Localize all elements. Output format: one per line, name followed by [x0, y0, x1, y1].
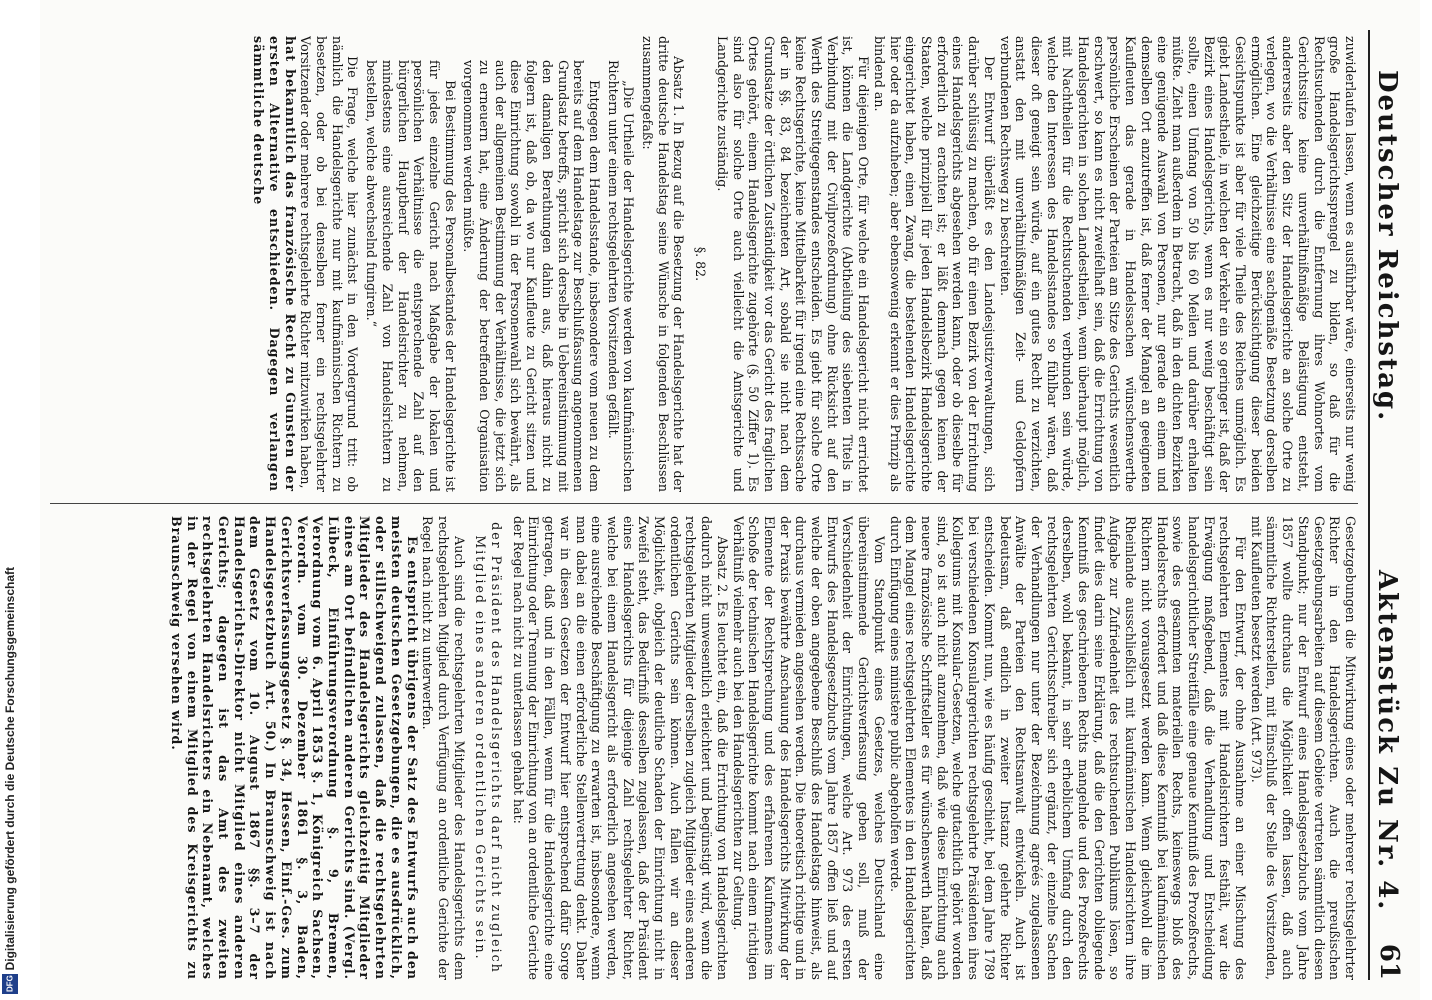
paragraph: zuwiderlaufen lassen, wenn es ausführbar wäre, einerseits nur wenig große Handelsgerichtssprengel zu bilden, so daß für die Rechtsuchenden durch die Entfernung ihres Wohnortes vom Gerichtssitze keine unverhältnißmäßige Belästigung entsteht, andererseits aber den Sitz der Handelsgerichte an solche Orte zu verlegen, wo die Verhältnisse eine sachgemäße Besetzung derselben ermöglichen. Eine gleichzeitige Berücksichtigung dieser beiden Gesichtspunkte ist aber für viele Theile des Reiches unmöglich. Es giebt Landestheile, in welchen der Verkehr ein so geringer ist, daß der Bezirk eines Handelsgerichts, wenn es nur wenig beschäftigt sein sollte, einen Umfang von 50 bis 60 Meilen und darüber erhalten müßte. Zieht man außerdem in Betracht, daß in den dichten Bezirken eine genügende Auswahl von Personen, nur gerade an einem und demselben Ort anzutreffen ist, daß ferner der Mangel an geeigneten Kaufleuten das gerade in Handelssachen wünschenswerthe persönliche Erscheinen der Parteien am Sitze des Gerichts wesentlich erschwert, so kann es nicht zweifelhaft sein, daß die Errichtung von Handelsgerichten in solchen Landestheilen, wenn überhaupt möglich, mit Nachtheilen für die Rechtsuchenden verbunden sein würde, welche den Interessen des Handelsstandes so fühlbar wären, daß dieser oft geneigt sein würde, auf ein gutes Recht zu verzichten, anstatt den mit unverhältnißmäßigen Zeit- und Geldopfern verbundenen Rechtsweg zu beschreiten. — [997, 36, 1358, 492]
paragraph: Auch sind die rechtsgelehrten Mitglieder des Handelsgerichts dem rechtsgelehrten Mitglied durch Verfügung an ordentliche Gerichte der Regel nach nicht zu unterwerfen. — [420, 516, 467, 980]
section-heading: §. 82. — [693, 246, 709, 282]
paragraph: Gesetzgebungen die Mitwirkung eines oder mehrerer rechtsgelehrter Richter in den Handelsgerichten. Auch die preußischen Gesetzgebungsarbeiten auf diesem Gebiete vertreten sämmtlich diesen Standpunkt; nur der Entwurf eines Handelsgesetzbuchs vom Jahre 1857 wollte durchaus die Möglichkeit offen lassen, daß auch sämmtliche Richterstellen, mit Einschluß der Stelle des Vorsitzenden, mit Kaufleuten besetzt werden (Art. 973). — [1248, 516, 1358, 980]
paragraph: Absatz 1. In Bezug auf die Besetzung der Handelsgerichte hat der dritte deutsche Handelstag seine Wünsche in folgenden Beschlüssen zusammengefaßt: — [640, 36, 687, 492]
quote-paragraph: Entgegen dem Handelsstande, insbesondere vom neuen zu dem bereits auf dem Handelstage zur Beschlußfassung angenommenen Grundsatz betreffs, spricht sich derselbe in Uebereinstimmung mit den damaligen Berathungen dahin aus, daß hieraus nicht zu folgern ist, daß ob, da wo nur Kaufleute zu Gericht sitzen und diese Einrichtung sowohl in der Personenwahl sich bewährt, als auch der allgemeinen Bestimmung der Verhältnisse, die jetzt sich zu erneuern hat, eine Änderung der betreffenden Organisation vorgenommen werden müßte. — [461, 60, 602, 492]
credit-text: Digitalisierung gefördert durch die Deutsche Forschungsgemeinschaft — [3, 566, 17, 970]
page-number: 61 — [1374, 943, 1404, 980]
column-divider — [50, 503, 1358, 504]
quote-paragraph: „Die Urtheile der Handelsgerichte werden von kaufmännischen Richtern unter einem rechtsgelehrten Vorsitzenden gefällt. — [605, 60, 637, 492]
page-header — [1368, 30, 1406, 980]
paragraph: Absatz 2. Es leuchtet ein, daß die Errichtung von Handelsgerichten dadurch nicht unwesentlich erleichtert und begünstigt wird, wenn die rechtsgelehrten Mitglieder derselben zugleich Mitglieder eines anderen ordentlichen Gerichts sein können. Auch fallen wir an dieser Möglichkeit, obgleich der deutliche Schaden der Einrichtung nicht in Zweifel steht, das Bedürfniß desselben zugelassen, daß der Präsident eines Handelsgerichts für diejenige Zahl rechtsgelehrter Richter, welche bei einem Handelsgericht als erforderlich angesehen werden, eine ausreichende Beschäftigung zu erwarten ist, insbesondere, wenn man dabei an die einen erforderliche Stellenvertretung denkt. Daher war in diesen Gesetzen der Entwurf hier entsprechend dafür Sorge getragen, daß und in den Fällen, wenn für die Handelsgerichte eine Einrichtung oder Trennung der Einrichtung von an ordentliche Gerichte der Regel nach nicht zu unterlassen gehabt hat: — [510, 516, 730, 980]
scanned-page — [40, 0, 1420, 1000]
paragraph: Der Entwurf überläßt es den Landesjustizverwaltungen, sich darüber schlüssig zu machen, ob für einen Bezirk von der Errichtung eines Handelsgerichts abgesehen werden kann, oder ob dieselbe für erforderlich zu erachten ist; er läßt demnach gegen keinen der Staaten, welche prinzipiell für jeden Handelsbezirk Handelsgerichte eingerichtet haben, einen Zwang, die bestehenden Handelsgerichte hier oder da aufzuheben; aber ebensowenig erkennt er dies Prinzip als bindend an. — [871, 36, 997, 492]
quote-paragraph: Bei Bestimmung des Personalbestandes der Handelsgerichte ist für jedes einzelne Gericht nach Maßgabe der lokalen und persönlichen Verhältnisse die entsprechende Zahl auf den bürgerlichen Hauptberuf der Handelsrichter zu nehmen, mindestens eine ausreichende Zahl von Handelsrichtern zu bestellen, welche abwechselnd fungiren.“ — [364, 60, 458, 492]
left-column — [50, 36, 1358, 492]
header-left-title: Deutscher Reichstag. — [1372, 70, 1402, 423]
centered-rule: der Präsident des Handelsgerichts darf nicht zugleich Mitglied eines anderen ordentlichen Gerichts sein. — [473, 522, 505, 974]
credit-strip — [0, 0, 20, 1000]
paragraph-emphasis: hat bekanntlich das französische Recht zu Gunsten der ersten Alternative entschieden. Dagegen verlangen sämmtliche deutsche — [251, 36, 298, 492]
paragraph: Vom Standpunkt eines Gesetzes, welches Deutschland eine übereinstimmende Gerichtsverfassung geben soll, muß der Verschiedenheit der Einrichtungen, welche Art. 973 des ersten Entwurfs des Handelsgesetzbuchs vom Jahre 1857 offen ließ und auf welche der oben angegebene Beschluß des Handelstags hinweist, als durchaus vermieden angesehen werden. Die theoretisch richtige und in der Praxis bewährte Anschauung des Handelsgerichts Mitwirkung der Elemente der Rechtsprechung und des erfahrenen Kaufmannes im Schoße der technischen Handelsgerichte kommt nach einem richtigen Verhältniß vielmehr auch bei den Handelsgerichten zur Geltung. — [730, 516, 887, 980]
right-column — [50, 516, 1358, 980]
header-right-title: Aktenstück Zu Nr. 4. — [1372, 570, 1402, 912]
dfg-logo: DFG — [2, 974, 18, 994]
paragraph: Für den Entwurf, der ohne Ausnahme an einer Mischung des rechtsgelehrten Elementes mit Handelsrichtern festhält, war die Erwägung maßgebend, daß die Verhandlung und Entscheidung handelsgerichtlicher Streitfälle eine genaue Kenntniß des Prozeßrechts, sowie des gesammten materiellen Rechts, keineswegs bloß des Handelsrechts erfordert und daß diese Kenntniß bei kaufmännischen Richtern nicht vorausgesetzt werden kann. Wenn gleichwohl die im Rheinlande ausschließlich mit kaufmännischen Handelsrichtern ihre Aufgabe zur Zufriedenheit des rechtsuchenden Publikums lösen, so findet dies darin seine Erklärung, daß die den Gerichten obliegende Kenntniß des geschriebenen Rechts mangelnde und des Prozeßrechts derselben, wohl bekannt, in sehr erheblichem Umfang durch den rechtsgelehrten Gerichtsschreiber sich ergänzt, der einzelne Sachen der Verhandlungen nur unter der Bezeichnung agréés zugelassenen Anwälte der Parteien den Rechtsanwalt entwickeln. Auch ist bedeutsam, daß endlich in zweiter Instanz gelehrte Richter entscheiden. Kommt nun, wie es häufig geschieht, bei dem Jahre 1789 bei verschiedenen Konsulargerichten rechtsgelehrte Präsidenten ihres Kollegiums mit Konsular-Gesetzen, welche gutachtlich gehört worden sind, so ist auch nicht anzunehmen, daß wie diese Einrichtung auch neuere französische Schriftsteller es für wünschenswerth halten, daß dem Mangel eines rechtsgelehrten Elementes in den Handelsgerichten durch Einfügung eines ministère public abgeholfen werde. — [887, 516, 1249, 980]
paragraph: Für diejenigen Orte, für welche ein Handelsgericht nicht errichtet ist, können die Landgerichte (Abtheilung des siebenten Titels in Verbindung mit der Civilprozeßordnung) ohne Rücksicht auf den Werth des Streitgegenstandes entscheiden. Es giebt für solche Orte keine Rechtsgerichte, keine Mittelbarkeit für irgend eine Rechtssache der in §§. 83, 84 bezeichneten Art, sobald sie nicht nach dem Grundsatze der örtlichen Zuständigkeit vor das Gericht des fraglichen Ortes gehört, einem Handelsgerichte zugehörte (§. 50 Ziffer 1). Es sind also für solche Orte auch vielleicht die Amtsgerichte und Landgerichte zuständig. — [714, 36, 872, 492]
paragraph: Die Frage, welche hier zunächst in den Vordergrund tritt: ob nämlich die Handelsgerichte nur mit kaufmännischen Richtern zu besetzen, oder ob bei denselben ferner ein rechtsgelehrter Vorsitzender oder mehrere rechtsgelehrte Richter mitzuwirken haben, — [298, 36, 361, 492]
paragraph-emphasis: Es entspricht übrigens der Satz des Entwurfs auch den meisten deutschen Gesetzgebungen, die es ausdrücklich, oder stillschweigend zulassen, daß die rechtsgelehrten Mitglieder des Handelsgerichts gleichzeitig Mitglieder eines am Ort befindlichen anderen Gerichts sind. (Vergl. Lübeck, Einführungsverordnung §. 9, Bremen, Verordnung vom 6. April 1853 §. 1, Königreich Sachsen, Verordn. vom 30. Dezember 1861 §. 3, Baden, Gerichtsverfassungsgesetz §. 34, Hessen, Einf.-Ges. zum Handelsgesetzbuch Art. 50.) In Braunschweig ist nach dem Gesetz vom 10. August 1867 §§. 3–7 der Handelsgerichts-Direktor nicht Mitglied eines anderen Gerichts; dagegen ist das Amt des zweiten rechtsgelehrten Handelsrichters ein Nebenamt, welches in der Regel von einem Mitglied des Kreisgerichts zu Braunschweig versehen wird. — [168, 516, 420, 980]
